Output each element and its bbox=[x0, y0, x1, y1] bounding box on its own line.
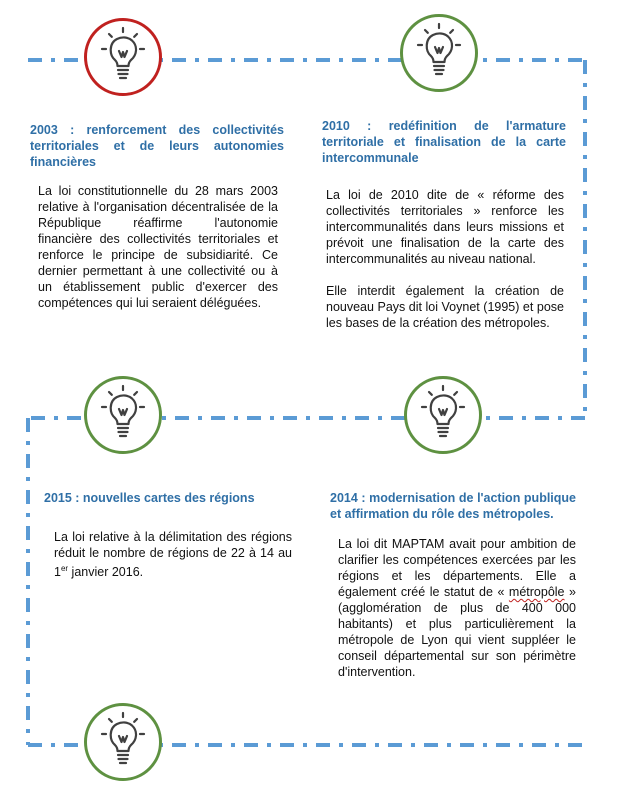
milestone-2014-paragraph bbox=[338, 536, 576, 680]
milestone-2003-circle bbox=[84, 18, 162, 96]
milestone-2014-title: 2014 : modernisation de l'action publique et affirmation du rôle des métropoles. bbox=[330, 491, 576, 521]
milestone-2015-text-end: janvier 2016. bbox=[68, 565, 144, 580]
lightbulb-icon bbox=[87, 21, 159, 93]
milestone-2014-text: La loi dit MAPTAM avait pour ambition de clarifier les compétences exercées par les régions et les départements. Elle a également créé le statut de « bbox=[338, 537, 576, 599]
milestone-2003 bbox=[30, 122, 284, 311]
milestone-2015-title: 2015 : nouvelles cartes des régions bbox=[44, 491, 255, 505]
milestone-2014 bbox=[330, 490, 576, 680]
lightbulb-icon bbox=[87, 379, 159, 451]
milestone-2015-sup: er bbox=[60, 564, 69, 573]
milestone-2010-circle bbox=[400, 14, 478, 92]
milestone-2015-paragraph bbox=[54, 529, 292, 580]
milestone-2003-paragraph: La loi constitutionnelle du 28 mars 2003 relative à l'organisation décentralisée de la République réaffirme l'autonomie financière des collectivités territoriales et renforce le principe de subsidiarité. Ce dernier permettant à une collectivité ou à un établissement public d'exercer des compétences qui lui seraient déléguées. bbox=[38, 184, 278, 310]
milestone-2014-underlined: métropôle bbox=[508, 585, 565, 599]
lightbulb-icon bbox=[87, 706, 159, 778]
milestone-2010-paragraph-2: Elle interdit également la création de nouveau Pays dit loi Voynet (1995) et pose les bases de la création des métropoles. bbox=[326, 284, 564, 330]
milestone-2010-title: 2010 : redéfinition de l'armature territoriale et finalisation de la carte intercommunale bbox=[322, 119, 566, 165]
milestone-2003-body bbox=[38, 183, 278, 311]
milestone-next-circle bbox=[84, 703, 162, 781]
milestone-2014-body bbox=[338, 536, 576, 680]
lightbulb-icon bbox=[403, 17, 475, 89]
milestone-2003-title: 2003 : renforcement des collectivités territoriales et de leurs autonomies financières bbox=[30, 123, 284, 169]
milestone-2014-circle bbox=[404, 376, 482, 454]
milestone-2010-body bbox=[326, 187, 564, 331]
milestone-2015-body bbox=[54, 529, 292, 580]
lightbulb-icon bbox=[407, 379, 479, 451]
milestone-2015-circle bbox=[84, 376, 162, 454]
milestone-2015-text: La loi relative à la délimitation des régions réduit le nombre de régions de 22 à 14 au 1 bbox=[54, 530, 292, 580]
milestone-2010-paragraph-1: La loi de 2010 dite de « réforme des collectivités territoriales » renforce les intercommunalités dans leurs missions et prévoit une finalisation de la carte des intercommunalités au niveau national. bbox=[326, 188, 564, 266]
milestone-2015 bbox=[44, 490, 294, 580]
milestone-2010 bbox=[322, 118, 566, 331]
milestone-2014-text-end: » (agglomération de plus de 400 000 habitants) et plus particulièrement la métropole de Lyon qui vient suppléer le conseil départemental sur son périmètre d'intervention. bbox=[338, 585, 576, 679]
